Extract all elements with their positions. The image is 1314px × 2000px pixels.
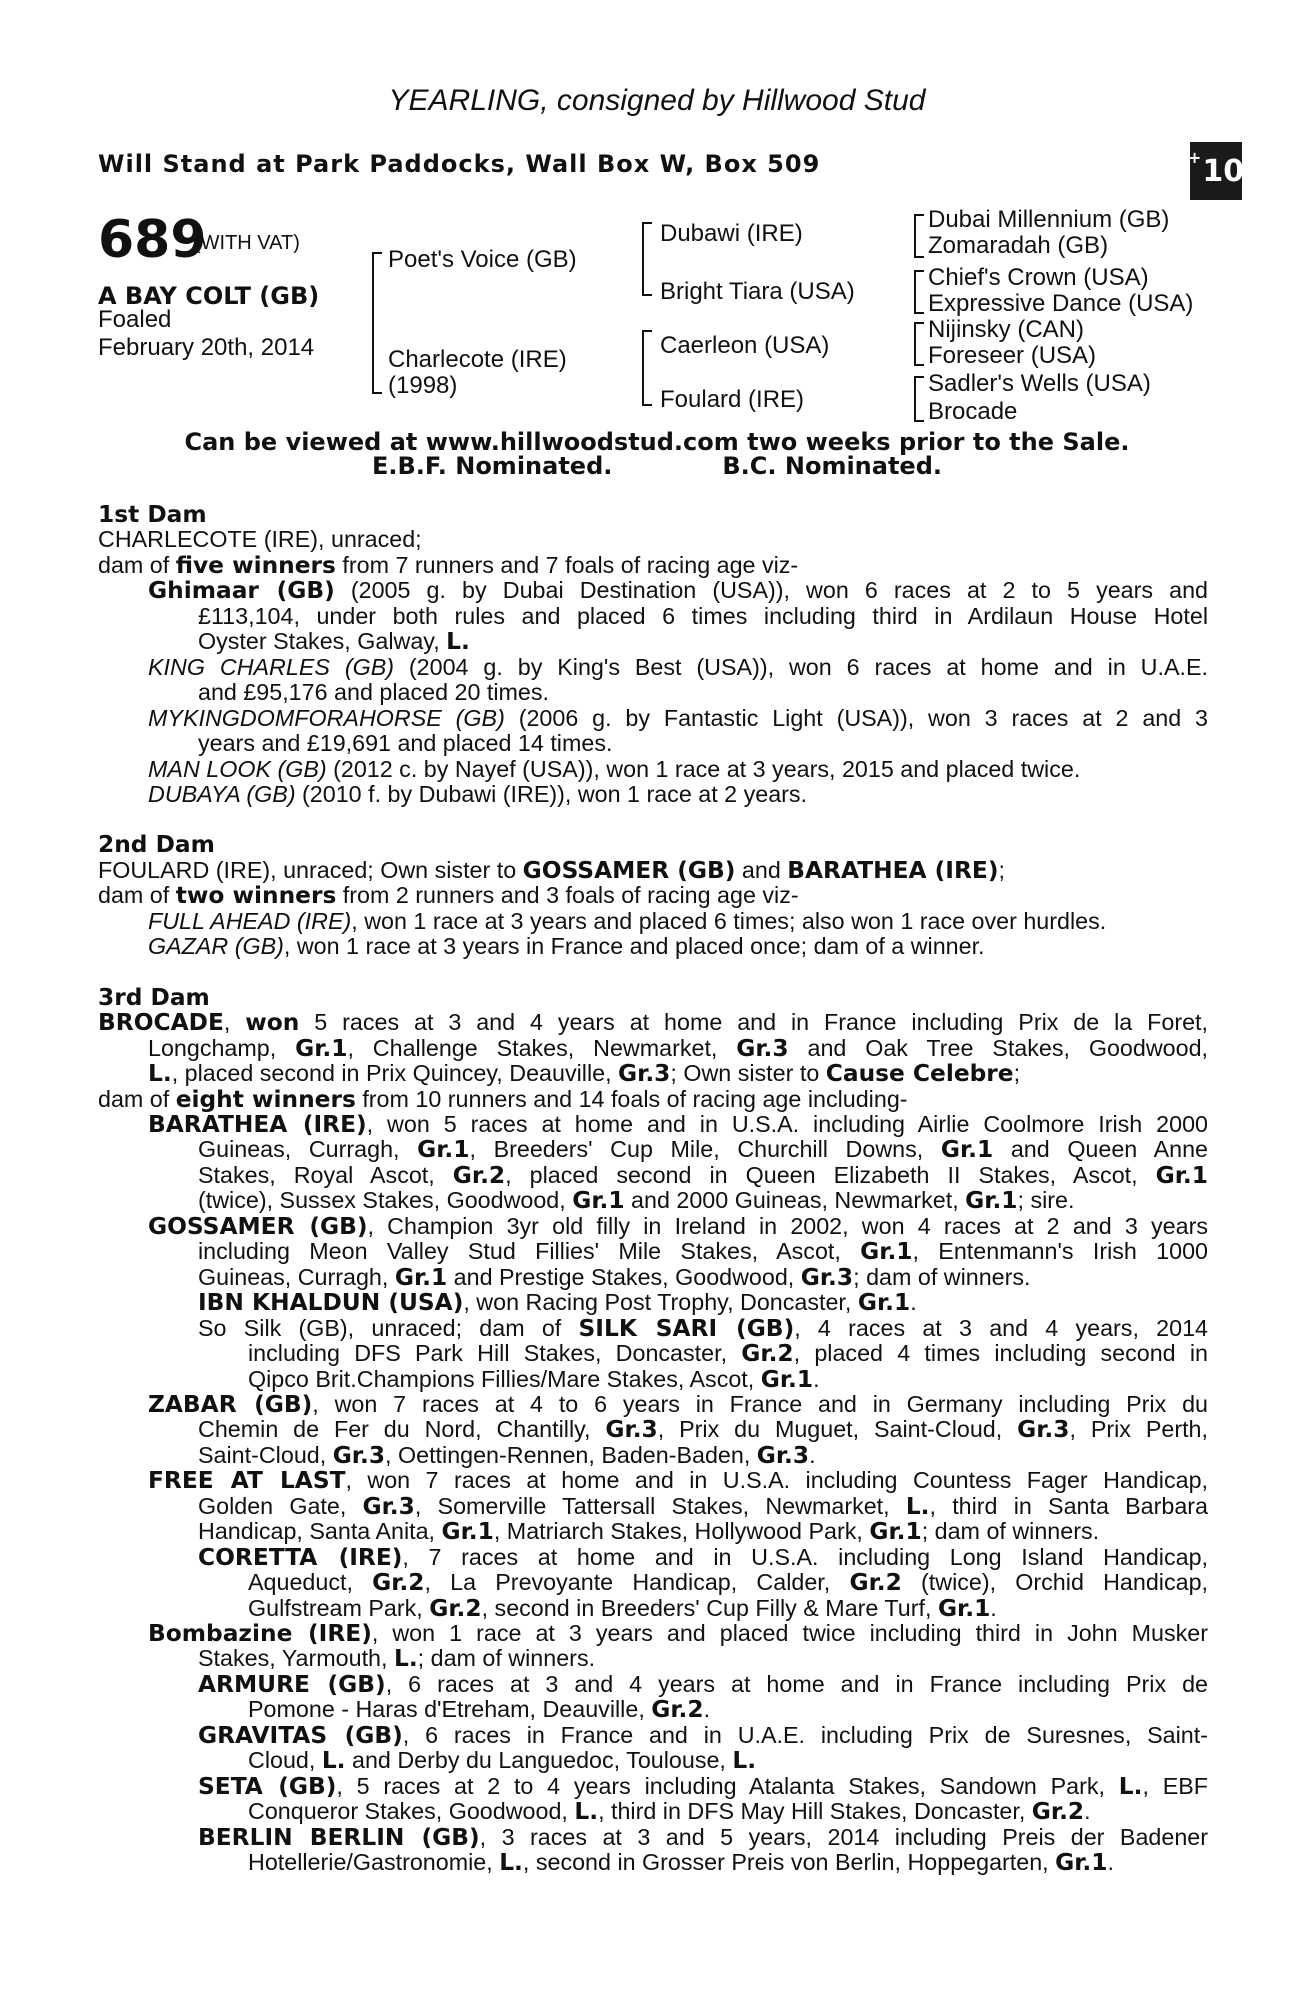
progeny-entry-cont: Pomone - Haras d'Etreham, Deauville, Gr.2. — [248, 1696, 711, 1724]
lot-vat-note: (WITH VAT) — [194, 232, 300, 254]
progeny-entry: DUBAYA (GB) (2010 f. by Dubawi (IRE)), won 1 race at 2 years. — [148, 780, 808, 807]
progeny-entry-cont: Guineas, Curragh, Gr.1, Breeders' Cup Mile, Churchill Downs, Gr.1 and Queen Anne — [198, 1136, 1208, 1164]
pedigree-dam: Charlecote (IRE) — [388, 346, 567, 373]
stabling-location: Will Stand at Park Paddocks, Wall Box W, Box 509 — [98, 150, 821, 178]
dam-description-cont: Longchamp, Gr.1, Challenge Stakes, Newmarket, Gr.3 and Oak Tree Stakes, Goodwood, — [148, 1034, 1208, 1062]
dam-description: BROCADE, won 5 races at 3 and 4 years at home and in France including Prix de la Foret, — [98, 1009, 1208, 1037]
progeny-entry: CORETTA (IRE), 7 races at home and in U.S.A. including Long Island Handicap, — [198, 1543, 1208, 1571]
second-dam-section — [98, 832, 1208, 959]
progeny-entry-cont: Conqueror Stakes, Goodwood, L., third in DFS May Hill Stakes, Doncaster, Gr.2. — [248, 1798, 1091, 1826]
bc-nomination: B.C. Nominated. — [722, 452, 943, 480]
pedigree-g2: Zomaradah (GB) — [928, 232, 1109, 259]
progeny-entry-cont: Aqueduct, Gr.2, La Prevoyante Handicap, Calder, Gr.2 (twice), Orchid Handicap, — [248, 1569, 1209, 1597]
page-badge: + 10 — [1190, 142, 1242, 200]
progeny-entry: GOSSAMER (GB), Champion 3yr old filly in Ireland in 2002, won 4 races at 2 and 3 years — [148, 1212, 1208, 1240]
third-dam-section — [98, 985, 1208, 1876]
progeny-entry-cont: Handicap, Santa Anita, Gr.1, Matriarch Stakes, Hollywood Park, Gr.1; dam of winners. — [198, 1518, 1100, 1546]
progeny-entry: MYKINGDOMFORAHORSE (GB) (2006 g. by Fantastic Light (USA)), won 3 races at 2 and 3 — [148, 704, 1208, 731]
ebf-nomination: E.B.F. Nominated. — [371, 452, 613, 480]
pedigree-sire: Poet's Voice (GB) — [388, 246, 577, 273]
dam-record: dam of five winners from 7 runners and 7 foals of racing age viz- — [98, 551, 799, 579]
progeny-entry-cont: Cloud, L. and Derby du Languedoc, Toulouse, L. — [248, 1747, 757, 1775]
pedigree-sire-dam: Bright Tiara (USA) — [660, 278, 855, 305]
pedigree-g7: Sadler's Wells (USA) — [928, 370, 1151, 397]
pedigree-brace — [914, 376, 924, 422]
progeny-entry: BARATHEA (IRE), won 5 races at home and in U.S.A. including Airlie Coolmore Irish 2000 — [148, 1110, 1208, 1138]
progeny-entry-cont: £113,104, under both rules and placed 6 times including third in Ardilaun House Hotel — [198, 602, 1208, 629]
progeny-entry-cont: Guineas, Curragh, Gr.1 and Prestige Stakes, Goodwood, Gr.3; dam of winners. — [198, 1263, 1031, 1291]
dam-record: dam of eight winners from 10 runners and 14 foals of racing age including- — [98, 1085, 908, 1113]
progeny-entry-cont: Golden Gate, Gr.3, Somerville Tattersall Stakes, Newmarket, L., third in Santa Barbara — [198, 1492, 1208, 1520]
dam-record: dam of two winners from 2 runners and 3 foals of racing age viz- — [98, 882, 799, 910]
progeny-entry-cont: Stakes, Yarmouth, L.; dam of winners. — [198, 1645, 596, 1673]
progeny-entry: SETA (GB), 5 races at 2 to 4 years including Atalanta Stakes, Sandown Park, L., EBF — [198, 1772, 1209, 1800]
pedigree-g5: Nijinsky (CAN) — [928, 316, 1084, 343]
progeny-entry-cont: years and £19,691 and placed 14 times. — [198, 730, 613, 757]
horse-title: A BAY COLT (GB) — [98, 282, 320, 310]
progeny-entry-cont: Hotellerie/Gastronomie, L., second in Grosser Preis von Berlin, Hoppegarten, Gr.1. — [248, 1849, 1114, 1877]
progeny-entry-cont: (twice), Sussex Stakes, Goodwood, Gr.1 and 2000 Guineas, Newmarket, Gr.1; sire. — [198, 1187, 1075, 1215]
pedigree-brace — [914, 322, 924, 366]
pedigree-dam-year: (1998) — [388, 372, 458, 399]
pedigree-brace — [642, 330, 652, 406]
progeny-entry-cont: including Meon Valley Stud Fillies' Mile Stakes, Ascot, Gr.1, Entenmann's Irish 1000 — [198, 1238, 1209, 1266]
pedigree-g4: Expressive Dance (USA) — [928, 290, 1194, 317]
progeny-entry: ZABAR (GB), won 7 races at 4 to 6 years in France and in Germany including Prix du — [148, 1390, 1208, 1418]
catalogue-header: YEARLING, consigned by Hillwood Stud — [388, 84, 926, 117]
progeny-entry: FULL AHEAD (IRE), won 1 race at 3 years and placed 6 times; also won 1 race over hurdles. — [148, 907, 1107, 934]
progeny-entry: Bombazine (IRE), won 1 race at 3 years and placed twice including third in John Musker — [148, 1620, 1208, 1648]
foaled-label: Foaled — [98, 306, 172, 333]
progeny-entry-cont: Gulfstream Park, Gr.2, second in Breeders' Cup Filly & Mare Turf, Gr.1. — [248, 1594, 997, 1622]
pedigree-g8: Brocade — [928, 398, 1018, 425]
pedigree-brace — [914, 270, 924, 314]
progeny-entry: BERLIN BERLIN (GB), 3 races at 3 and 5 years, 2014 including Preis der Badener — [198, 1823, 1208, 1851]
progeny-entry: KING CHARLES (GB) (2004 g. by King's Best (USA)), won 6 races at home and in U.A.E. — [148, 653, 1208, 680]
catalogue-body — [98, 502, 1208, 1876]
pedigree-brace — [914, 214, 924, 258]
viewing-note: Can be viewed at www.hillwoodstud.com two weeks prior to the Sale. — [184, 428, 1130, 456]
section-title: 1st Dam — [98, 501, 207, 528]
progeny-entry: So Silk (GB), unraced; dam of SILK SARI (GB), 4 races at 3 and 4 years, 2014 — [198, 1314, 1208, 1342]
progeny-entry-cont: Stakes, Royal Ascot, Gr.2, placed second in Queen Elizabeth II Stakes, Ascot, Gr.1 — [198, 1161, 1208, 1189]
progeny-entry: GRAVITAS (GB), 6 races in France and in U.A.E. including Prix de Suresnes, Saint- — [198, 1721, 1208, 1749]
pedigree-g6: Foreseer (USA) — [928, 342, 1097, 369]
progeny-entry-cont: Saint-Cloud, Gr.3, Oettingen-Rennen, Baden-Baden, Gr.3. — [198, 1441, 816, 1469]
foaled-date: February 20th, 2014 — [98, 334, 315, 361]
progeny-entry-cont: Oyster Stakes, Galway, L. — [198, 628, 470, 656]
progeny-entry: GAZAR (GB), won 1 race at 3 years in France and placed once; dam of a winner. — [148, 933, 985, 960]
pedigree-sire-sire: Dubawi (IRE) — [660, 220, 803, 247]
pedigree-dam-dam: Foulard (IRE) — [660, 386, 805, 413]
section-title: 2nd Dam — [98, 831, 215, 859]
pedigree-dam-sire: Caerleon (USA) — [660, 332, 830, 359]
progeny-entry: IBN KHALDUN (USA), won Racing Post Trophy, Doncaster, Gr.1. — [198, 1289, 917, 1317]
progeny-entry: MAN LOOK (GB) (2012 c. by Nayef (USA)), won 1 race at 3 years, 2015 and placed twice. — [148, 755, 1081, 782]
progeny-entry: FREE AT LAST, won 7 races at home and in U.S.A. including Countess Fager Handicap, — [148, 1467, 1208, 1495]
progeny-entry-cont: Chemin de Fer du Nord, Chantilly, Gr.3, Prix du Muguet, Saint-Cloud, Gr.3, Prix Perth, — [198, 1416, 1208, 1444]
pedigree-brace — [372, 252, 382, 394]
pedigree-g3: Chief's Crown (USA) — [928, 264, 1149, 291]
pedigree-g1: Dubai Millennium (GB) — [928, 206, 1170, 233]
pedigree-brace — [642, 222, 652, 296]
progeny-entry-cont: Qipco Brit.Champions Fillies/Mare Stakes, Ascot, Gr.1. — [248, 1365, 820, 1393]
progeny-entry: Ghimaar (GB) (2005 g. by Dubai Destination (USA)), won 6 races at 2 to 5 years and — [148, 577, 1208, 605]
dam-description: FOULARD (IRE), unraced; Own sister to GOSSAMER (GB) and BARATHEA (IRE); — [98, 856, 1005, 884]
progeny-entry: ARMURE (GB), 6 races at 3 and 4 years at home and in France including Prix de — [198, 1670, 1208, 1698]
dam-description-cont: L., placed second in Prix Quincey, Deauville, Gr.3; Own sister to Cause Celebre; — [148, 1060, 1021, 1088]
progeny-entry-cont: including DFS Park Hill Stakes, Doncaster, Gr.2, placed 4 times including second in — [248, 1340, 1209, 1368]
lot-number: 689 — [98, 210, 207, 270]
nominations — [0, 452, 1314, 480]
first-dam-section — [98, 502, 1208, 807]
progeny-entry-cont: and £95,176 and placed 20 times. — [198, 679, 550, 706]
section-title: 3rd Dam — [98, 983, 210, 1011]
dam-description: CHARLECOTE (IRE), unraced; — [98, 526, 422, 553]
